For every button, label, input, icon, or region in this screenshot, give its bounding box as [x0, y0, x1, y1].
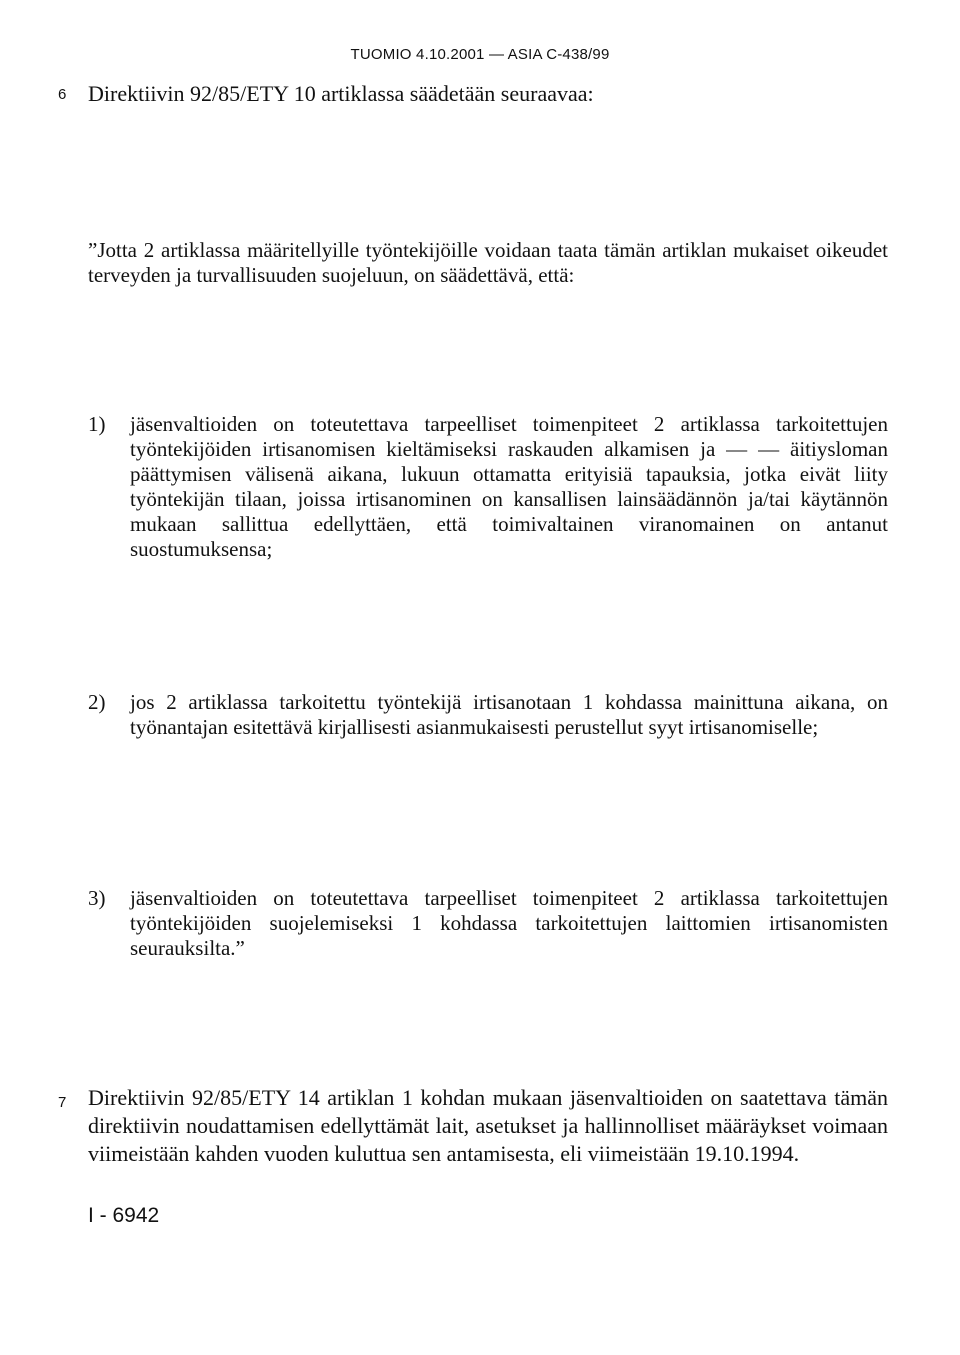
item-text: jäsenvaltioiden on toteutettava tarpeelliset toimenpiteet 2 artiklassa tarkoitettujen työntekijöiden suojelemiseksi 1 kohdassa tarkoitettujen laittomien irtisanomisten seurauksilta.” — [130, 886, 888, 960]
quote-item-2 — [88, 690, 888, 740]
paragraph-number: 7 — [58, 1094, 67, 1111]
quote-item-1 — [88, 412, 888, 562]
paragraph-text: Direktiivin 92/85/ETY 10 artiklassa säädetään seuraavaa: — [88, 81, 594, 106]
page-code: I - 6942 — [88, 1204, 160, 1227]
quote-intro: ”Jotta 2 artiklassa määritellyille työntekijöille voidaan taata tämän artiklan mukaiset oikeudet terveyden ja turvallisuuden suojeluun, on säädettävä, että: — [88, 238, 888, 287]
item-number: 2) — [88, 690, 106, 714]
item-number: 3) — [88, 886, 106, 910]
paragraph-number: 6 — [58, 86, 67, 103]
item-text: jos 2 artiklassa tarkoitettu työntekijä irtisanotaan 1 kohdassa mainittuna aikana, on työnantajan esitettävä kirjallisesti asianmukaisesti perustellut syyt irtisanomiselle; — [130, 690, 888, 739]
item-number: 1) — [88, 412, 106, 436]
quote-item-3 — [88, 886, 888, 961]
item-text: jäsenvaltioiden on toteutettava tarpeelliset toimenpiteet 2 artiklassa tarkoitettujen työntekijöiden irtisanomisen kieltämiseksi raskauden alkamisen ja — — äitiysloman päättymisen välisenä aikana, lukuun ottamatta erityisiä tapauksia, jotka eivät liity työntekijän tilaan, joissa irtisanominen on kansallisen lainsäädännön ja/tai käytännön mukaan sallittua edellyttäen, että toimivaltainen viranomainen on antanut suostumuksensa; — [130, 412, 888, 561]
paragraph-text: Direktiivin 92/85/ETY 14 artiklan 1 kohdan mukaan jäsenvaltioiden on saatettava tämän direktiivin noudattamisen edellyttämät lait, asetukset ja hallinnolliset määräykset voimaan viimeistään kahden vuoden kuluttua sen antamisesta, eli viimeistään 19.10.1994. — [88, 1085, 888, 1166]
page-header: TUOMIO 4.10.2001 — ASIA C-438/99 — [350, 46, 610, 63]
